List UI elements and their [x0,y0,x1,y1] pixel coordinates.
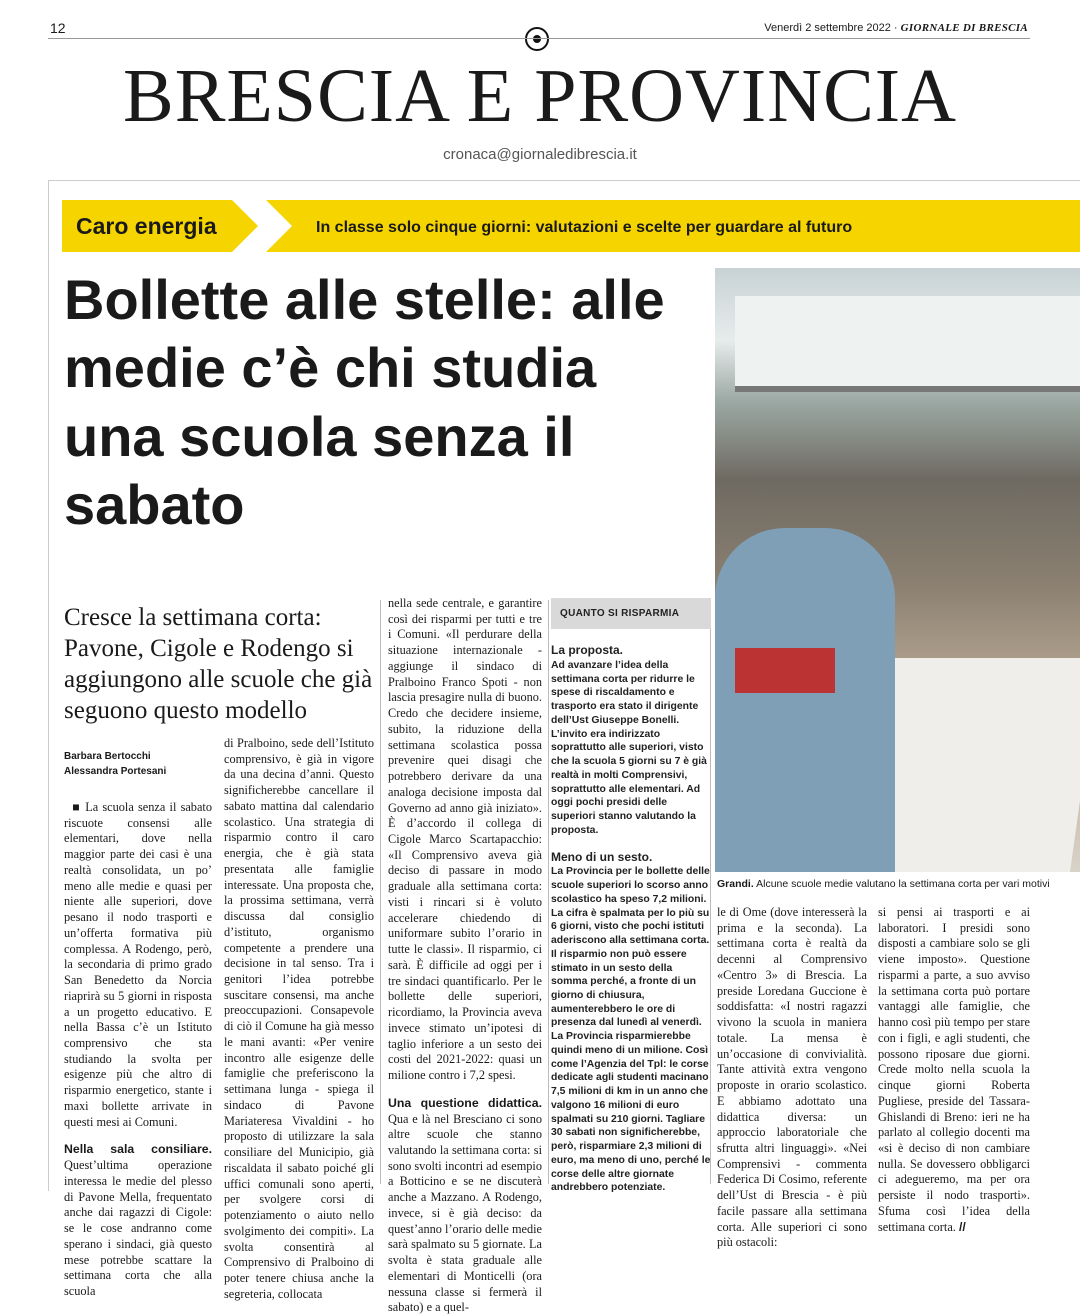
sidebar-text: Ad avanzare l’idea della settimana corta per ridurre le spese di riscaldamento e trasporto era stato il dirigente dell’Ust Giuseppe Bonelli. L’invito era indirizzato soprattutto alle superiori, visto che la scuola 5 giorni su 7 è già realtà in molti Comprensivi, soprattutto alle elementari. Ad oggi pochi presidi delle superiori stanno valutando la proposta. [551,660,707,836]
paragraph-text: si pensi ai trasporti e ai laboratori. I presidi sono disposti a cambiare solo se gli viene imposto». Questione risparmi a parte, a suo avviso la settimana corta può portare vantaggi alle famiglie, che hanno così più tempo per stare con i figli, e agli studenti, che possono riposare due giorni. Crede molto nella scuola la cinque giorni Roberta Pugliese, preside del Tassara-Ghislandi di Breno: ieri ne ha parlato al collegio docenti ma «si è deciso di non cambiare nulla. Se dovessero obbligarci ci adegueremo, ma per ora persiste il nodo trasporti». Sfuma così l’idea della settimana corta. [878,905,1030,1234]
deck: Cresce la settimana corta: Pavone, Cigole e Rodengo si aggiungono alle scuole che già seguono questo modello [64,604,373,724]
section-email: cronaca@giornaledibrescia.it [443,146,637,163]
date: Venerdì 2 settembre 2022 [764,22,891,34]
dateline [764,22,1028,34]
classroom-photo [715,268,1080,872]
page-number: 12 [50,20,66,36]
paragraph-text: le di Ome (dove interesserà la prima e la seconda). La settimana corta è realtà da decenni al Comprensivo «Centro 3» di Brescia. La preside Loredana Guccione è soddisfatta: «I nostri ragazzi vivono la scuola in maniera totale. La mensa è un’occasione di convivialità. Tante attività extra vengono proposte in orario scolastico. E abbiamo adottato una didattica diversa: un approccio laboratoriale che sfrutta altri linguaggi». «Nei Comprensivi - commenta Federica Di Cosimo, referente dell’Ust di Brescia - è più facile passare alla settimana corta. Alle superiori ci sono più ostacoli: [717,905,867,1250]
square-bullet-icon: ■ [72,800,81,814]
section-title: BRESCIA E PROVINCIA [123,54,957,138]
paragraph-text: di Pralboino, sede dell’Istituto comprensivo, è già in vigore da una decina d’anni. Questo significherebbe cancellare il sabato mattina dal calendario scolastico. Una strategia di risparmio contro il caro energia, che è già stata presentata alle famiglie interessate. Una proposta che, la prossima settimana, verrà discussa dal consiglio d’istituto, organismo competente a prendere una decisione in tal senso. Tra i genitori l’idea potrebbe suscitare consensi, ma anche preoccupazioni. Consapevole di ciò il Comune ha già messo le mani avanti: «Per venire incontro alle esigenze delle famiglie che preferiscono la settimana lunga - spiega il sindaco di Pavone Mariateresa Vivaldini - ho proposto di utilizzare la sala consiliare del Municipio, già riscaldata il sabato poiché gli uffici comunali sono aperti, per svolgere corsi di potenziamento o aiuto nello svolgimento dei compiti». La svolta consentirà al Comprensivo di Pralboino di poter tenere chiusa anche la segreteria, collocata [224,736,374,1301]
paragraph-text: La scuola senza il sabato riscuote consensi alle elementari, dove nella maggior parte dei casi è una realtà consolidata, un po’ meno alle medie e quasi per niente alle superiori, dove pesano il nodo trasporti e un’offerta formativa più complessa. A Rodengo, però, la secondaria di primo grado San Benedetto da Norcia riaprirà su 5 giorni in risposta a un progetto educativo. E nella Bassa c’è un Istituto comprensivo che sta studiando la svolta per esigenze più che altro di risparmio energetico, stante i maxi bollette arrivate in questi mesi ai Comuni. [64,800,212,1129]
paragraph-text: nella sede centrale, e garantire così dei risparmi per tutti e tre i Comuni. «Il perdurare della situazione internazionale - aggiunge il sindaco di Pralboino Franco Spoti - non lascia presagire nulla di buono. Credo che decidere insieme, subito, la riduzione della settimana scolastica possa prevenire quei disagi che potrebbero derivare da una analoga decisione imposta dal Governo ad anno già iniziato». È d’accordo il collega di Cigole Marco Scartapacchio: «Il Comprensivo aveva già deciso di passare in modo graduale alla settimana corta: visti i rincari si è voluto accelerare chiedendo di uniformare subito l’orario in tutte le classi». Il risparmio, ci sarà. È difficile ad oggi per i tre sindaci quantificarlo. Per le bollette delle superiori, ricordiamo, la Provincia aveva invece stimato un’ipotesi di taglio inferiore a un sesto dei costi del 2021-2022: quasi un milione contro i 7,2 spesi. [388,596,542,1083]
paragraph-text: Qua e là nel Bresciano ci sono altre scuole che stanno valutando la settimana corta: si sono svolti incontri ad esempio a Botticino e se ne discuterà anche a Mazzano. A Rodengo, invece, si è già deciso: da quest’anno l’orario delle medie sarà spalmato su 5 giornate. La svolta è stata graduale alle elementari di Monticelli (ora nessuna classe si fermerà il sabato) e a quel- [388,1111,542,1315]
kicker-text [266,200,1080,252]
caption-text: Alcune scuole medie valutano la settimana corta per vari motivi [756,878,1050,890]
subhead: Una questione didattica. [388,1095,542,1110]
caption-lead: Grandi. [717,878,754,890]
photo-window [735,296,1080,392]
column-divider [380,600,381,1184]
column-divider [548,600,549,1184]
article-column-4 [717,905,867,1251]
sidebar-text: La Provincia per le bollette delle scuole superiori lo scorso anno scolastico ha speso 7,2 milioni. La cifra è spalmata per lo più su 6 giorni, visto che pochi istituti aderiscono alla settimana corta. Il risparmio non può essere stimato in un sesto della somma perché, a fronte di un giorno di chiusura, aumenterebbero le ore di presenza dal lunedì al venerdì. La Provincia risparmierebbe quindi meno di un milione. Così come l’Agenzia del Tpl: le corse dedicate agli studenti macinano 7,5 milioni di km in un anno che valgono 16 milioni di euro spalmati su 210 giorni. Tagliare 30 sabati non significherebbe, però, risparmiare 2,3 milioni di euro, ma meno di uno, perché le corse delle altre giornate andrebbero potenziate. [551,866,711,1194]
article-column-1 [64,800,212,1300]
sidebar-subhead: Meno di un sesto. [551,849,653,864]
end-mark: // [958,1219,966,1234]
sidebar-subhead: La proposta. [551,643,624,658]
newspaper-name: GIORNALE DI BRESCIA [900,22,1028,34]
header-rule [48,38,1030,39]
paragraph [878,905,1030,1235]
sidebar-title: QUANTO SI RISPARMIA [551,598,711,629]
byline [64,750,214,779]
photo-student [715,528,895,872]
paragraph-text: Quest’ultima operazione interessa le medie del plesso di Pavone Mella, frequentato anche dai ragazzi di Cigole: se le cose andranno come sperano i sindaci, già questo mese potrebbe scattare la settimana corta che alla scuola [64,1158,212,1299]
author-2: Alessandra Portesani [64,765,167,777]
article-column-3 [388,596,542,1316]
photo-caption [717,878,1080,890]
subhead: Nella sala consiliare. [64,1142,212,1157]
kicker-label: In classe solo cinque giorni: valutazioni e scelte per guardare al futuro [316,219,853,236]
article-column-2 [224,736,374,1302]
sidebar-box [551,598,711,1195]
author-1: Barbara Bertocchi [64,751,151,762]
paragraph [388,1096,542,1316]
headline: Bollette alle stelle: alle medie c’è chi studia una scuola senza il sabato [64,268,665,536]
paragraph [64,1142,212,1299]
kicker-tag: Caro energia [62,200,232,252]
target-icon [525,27,549,51]
photo-book [735,648,835,693]
paragraph [64,800,212,1130]
separator: · [893,22,898,34]
article-column-5 [878,905,1030,1235]
